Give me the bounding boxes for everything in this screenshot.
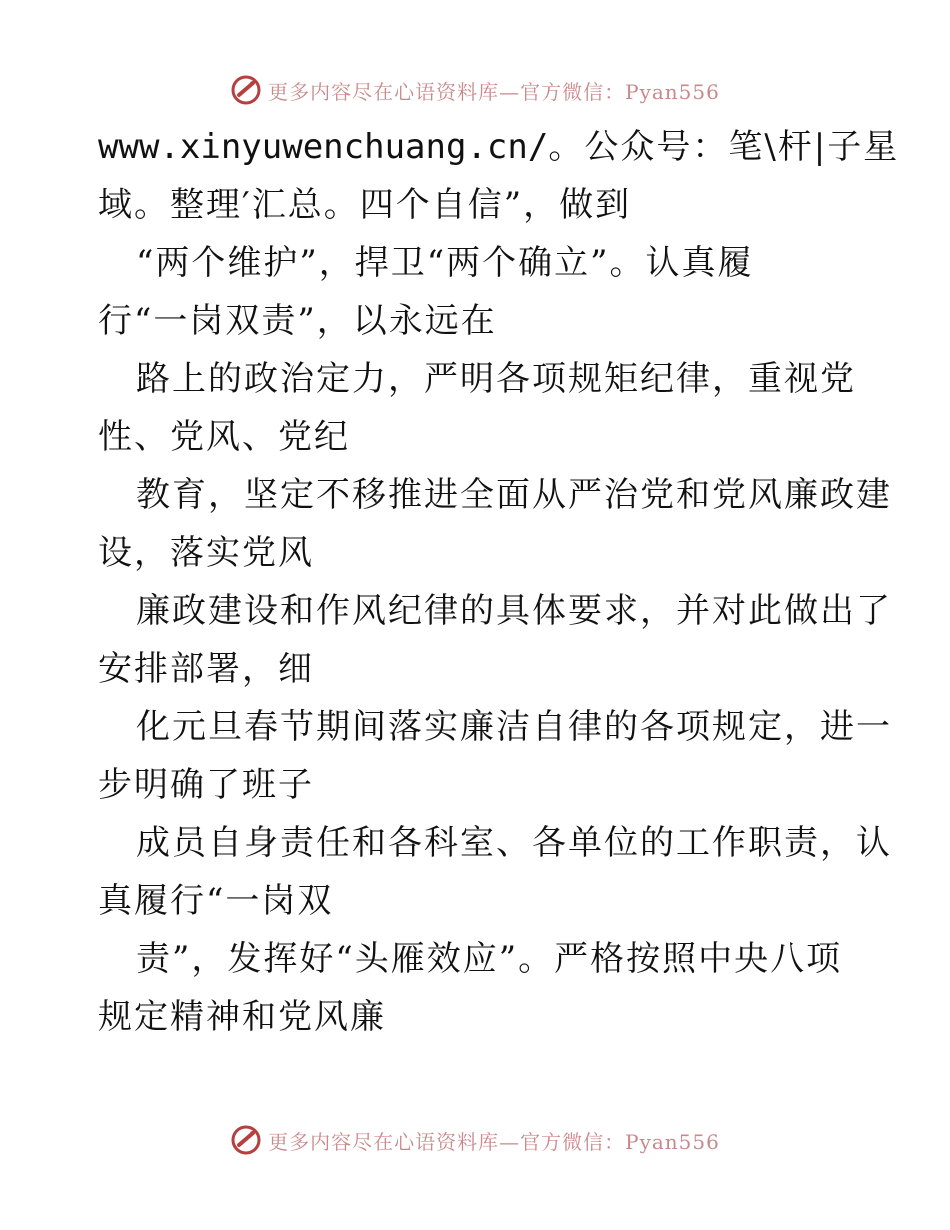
text-line-6: 性、党风、党纪 xyxy=(98,417,350,457)
text-line-9: 廉政建设和作风纪律的具体要求，并对此做出了 xyxy=(136,591,892,631)
header-banner xyxy=(0,70,950,110)
text-line-12: 步明确了班子 xyxy=(98,765,314,805)
text-line-4: 行“一岗双责”，以永远在 xyxy=(98,301,497,341)
footer-banner xyxy=(0,1120,950,1160)
text-line-1 xyxy=(98,118,900,176)
text-line-5: 路上的政治定力，严明各项规矩纪律，重视党 xyxy=(136,359,856,399)
brand-logo-icon xyxy=(230,1124,262,1156)
text-line-11: 化元旦春节期间落实廉洁自律的各项规定，进一 xyxy=(136,707,892,747)
text-line-14: 真履行“一岗双 xyxy=(98,881,334,921)
text-line-7: 教育，坚定不移推进全面从严治党和党风廉政建 xyxy=(136,475,892,515)
text-line-16: 规定精神和党风廉 xyxy=(98,997,386,1037)
footer-text: 更多内容尽在心语资料库—官方微信：Pyan556 xyxy=(268,1129,720,1154)
text-line-8: 设，落实党风 xyxy=(98,533,314,573)
document-body xyxy=(98,118,900,1046)
text-line-10: 安排部署，细 xyxy=(98,649,314,689)
text-line-3: “两个维护”，捍卫“两个确立”。认真履 xyxy=(136,243,754,283)
brand-logo-icon xyxy=(230,74,262,106)
text-line-13: 成员自身责任和各科室、各单位的工作职责，认 xyxy=(136,823,892,863)
text-line-15: 责”，发挥好“头雁效应”。严格按照中央八项 xyxy=(136,939,843,979)
text-line-2: 域。整理′汇总。四个自信”，做到 xyxy=(98,185,632,225)
header-text: 更多内容尽在心语资料库—官方微信：Pyan556 xyxy=(268,79,720,104)
text-line-1-rest: 。公众号：笔\杆|子星 xyxy=(548,127,900,167)
website-url: www.xinyuwenchuang.cn/ xyxy=(98,127,549,167)
